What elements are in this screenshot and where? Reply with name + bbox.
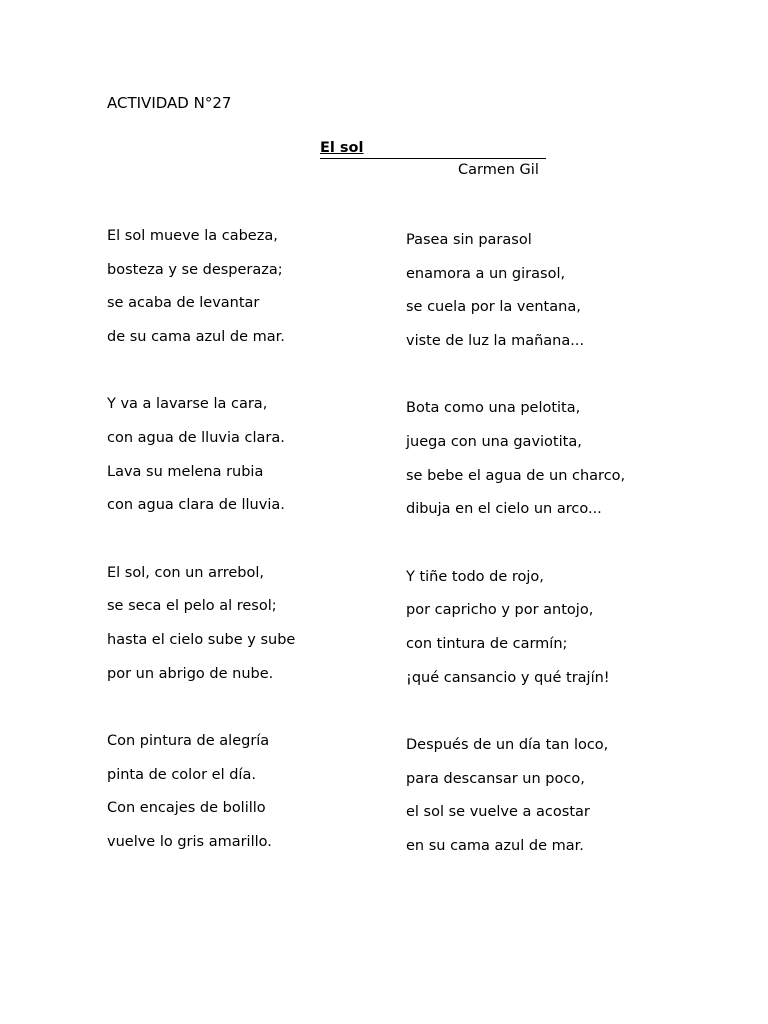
poem-line: enamora a un girasol, [406,265,566,282]
poem-line: Después de un día tan loco, [406,737,609,754]
poem-line: con agua de lluvia clara. [107,429,285,446]
poem-line: Y tiñe todo de rojo, [406,568,544,585]
poem-line: por capricho y por antojo, [406,602,594,619]
stanza [406,230,706,364]
stanza [107,394,407,528]
poem-line: juega con una gaviotita, [406,433,582,450]
poem-title: El sol [320,140,364,156]
stanza [107,226,407,360]
poem-line: El sol, con un arrebol, [107,564,264,581]
poem-line: de su cama azul de mar. [107,328,285,345]
poem-line: Y va a lavarse la cara, [107,396,268,413]
poem-line: pinta de color el día. [107,766,256,783]
poem-line: se seca el pelo al resol; [107,598,277,615]
poem-line: dibuja en el cielo un arco... [406,501,602,518]
stanza [406,735,706,869]
poem-line: Con pintura de alegría [107,733,270,750]
poem-line: Con encajes de bolillo [107,800,266,817]
poem-line: en su cama azul de mar. [406,837,584,854]
title-block [320,140,546,159]
poem-line: el sol se vuelve a acostar [406,804,590,821]
poem-line: se acaba de levantar [107,295,260,312]
poem-line: bosteza y se desperaza; [107,261,283,278]
poem-line: por un abrigo de nube. [107,665,274,682]
poem-column-left [107,226,407,900]
poem-line: ¡qué cansancio y qué trajín! [406,669,610,686]
poem-line: hasta el cielo sube y sube [107,631,296,648]
poem-line: Bota como una pelotita, [406,400,581,417]
stanza [406,567,706,701]
poem-column-right [406,230,706,904]
poem-author: Carmen Gil [458,162,539,178]
stanza [107,563,407,697]
poem-line: con tintura de carmín; [406,635,568,652]
poem-line: para descansar un poco, [406,770,585,787]
poem-line: vuelve lo gris amarillo. [107,833,272,850]
poem-line: se bebe el agua de un charco, [406,467,626,484]
stanza [406,398,706,532]
activity-heading: ACTIVIDAD N°27 [107,94,232,112]
poem-line: viste de luz la mañana... [406,332,585,349]
poem-line: se cuela por la ventana, [406,299,581,316]
stanza [107,731,407,865]
poem-line: Lava su melena rubia [107,463,264,480]
poem-line: con agua clara de lluvia. [107,497,285,514]
poem-line: El sol mueve la cabeza, [107,228,278,244]
poem-line: Pasea sin parasol [406,232,532,248]
